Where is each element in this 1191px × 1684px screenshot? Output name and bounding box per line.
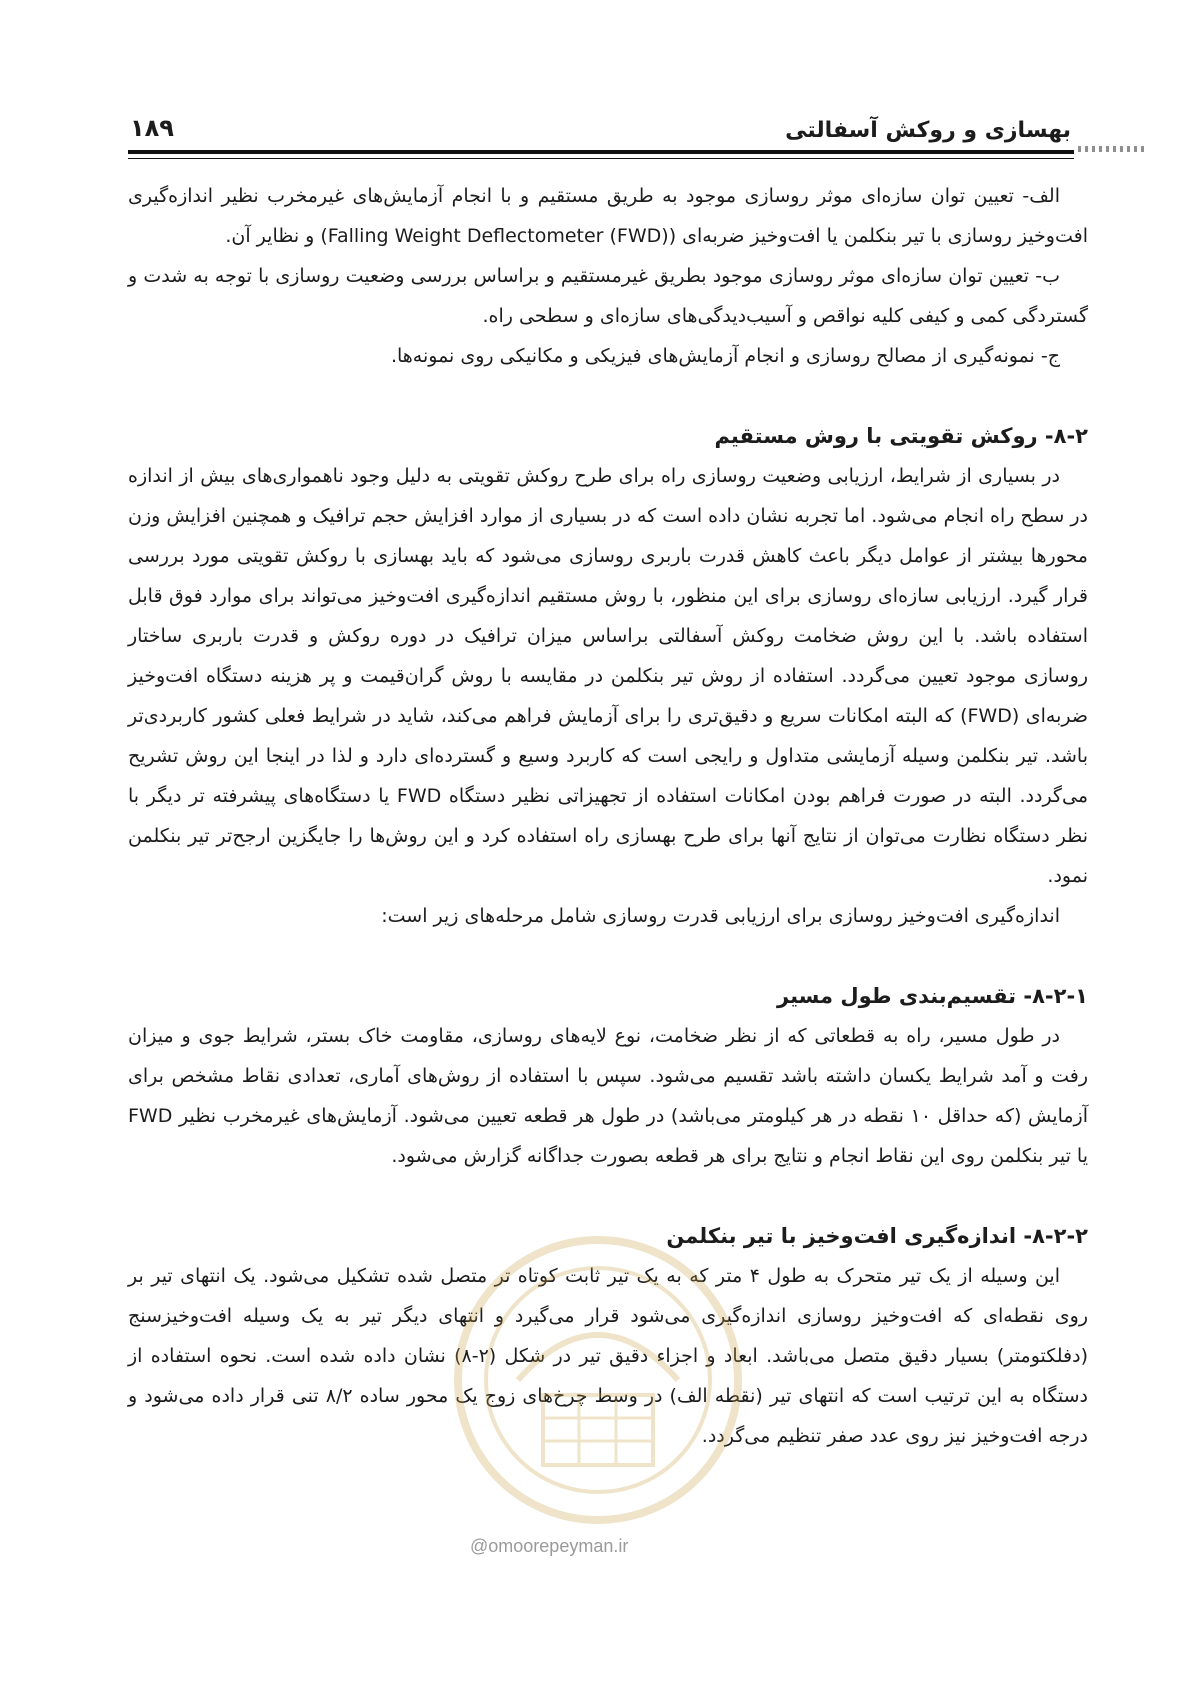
list-item-a-tail: ) و نظایر آن. [225, 225, 328, 247]
list-item-b: ب- تعیین توان سازه‌ای موثر روسازی موجود بطریق غیرمستقیم و براساس بررسی وضعیت روسازی با توجه به شدت و گستردگی کمی و کیفی کلیه نواقص و آسیب‌دیدگی‌های سازه‌ای و سطحی راه. [128, 265, 1088, 327]
running-header-title: بهسازی و روکش آسفالتی [785, 118, 1071, 143]
list-item-a-text: الف- تعیین توان سازه‌ای موثر روسازی موجود به طریق مستقیم و با انجام آزمایش‌های غیرمخرب نظیر اندازه‌گیری افت‌وخیز روسازی با تیر بنکلمن یا افت‌وخیز ضربه‌ای ( [128, 185, 1088, 247]
spacer [128, 936, 1088, 976]
fwd-term: Falling Weight Deflectometer (FWD) [327, 225, 669, 247]
section-heading-direct-overlay: ۸-۲- روکش تقویتی با روش مستقیم [714, 424, 1088, 448]
header-ornament [1078, 146, 1148, 152]
section1-paragraph-2: اندازه‌گیری افت‌وخیز روسازی برای ارزیابی قدرت روسازی شامل مرحله‌های زیر است: [381, 905, 1060, 927]
header-rule-thin [128, 158, 1074, 159]
body-text [128, 176, 1088, 1456]
section1-paragraph-1: در بسیاری از شرایط، ارزیابی وضعیت روسازی راه برای طرح روکش تقویتی به دلیل وجود ناهمواری‌های بیش از اندازه در سطح راه انجام می‌شود. اما تجربه نشان داده است که در بسیاری از موارد افزایش حجم ترافیک و همچنین افزایش وزن محورها بیشتر از عوامل دیگر باعث کاهش قدرت باربری روسازی می‌شود که باید بهسازی با روکش تقویتی مورد بررسی قرار گیرد. ارزیابی سازه‌ای روسازی برای این منظور، با روش مستقیم اندازه‌گیری افت‌وخیز می‌تواند برای موارد فوق قابل استفاده باشد. با این روش ضخامت روکش آسفالتی براساس میزان ترافیک در دوره روکش و قدرت باربری ساختار روسازی موجود تعیین می‌گردد. استفاده از روش تیر بنکلمن در مقایسه با روش گران‌قیمت و پر هزینه دستگاه افت‌وخیز ضربه‌ای (FWD) که البته امکانات سریع و دقیق‌تری را برای آزمایش فراهم می‌کند، شاید در شرایط فعلی کشور کاربردی‌تر باشد. تیر بنکلمن وسیله آزمایشی متداول و رایجی است که کاربرد وسیع و گسترده‌ای دارد و لذا در اینجا این روش تشریح می‌گردد. البته در صورت فراهم بودن امکانات استفاده از تجهیزاتی نظیر دستگاه FWD یا دستگاه‌های پیشرفته تر دیگر با نظر دستگاه نظارت می‌توان از نتایج آنها برای طرح بهسازی راه استفاده کرد و این روش‌ها را جایگزین ارجح‌تر تیر بنکلمن نمود. [128, 465, 1088, 887]
spacer [128, 1176, 1088, 1216]
list-item-a [128, 176, 1088, 256]
section2-paragraph-1: در طول مسیر، راه به قطعاتی که از نظر ضخامت، نوع لایه‌های روسازی، مقاومت خاک بستر، شرایط جوی و میزان رفت و آمد شرایط یکسان داشته باشد تقسیم می‌شود. سپس با استفاده از روش‌های آماری، تعدادی نقاط مشخص برای آزمایش (که حداقل ۱۰ نقطه در هر کیلومتر می‌باشد) در طول هر قطعه تعیین می‌شود. آزمایش‌های غیرمخرب نظیر FWD یا تیر بنکلمن روی این نقاط انجام و نتایج برای هر قطعه بصورت جداگانه گزارش می‌شود. [128, 1025, 1088, 1167]
watermark-url: @omoorepeyman.ir [470, 1536, 629, 1556]
section-heading-route-division: ۸-۲-۱- تقسیم‌بندی طول مسیر [777, 984, 1088, 1008]
list-item-c: ج- نمونه‌گیری از مصالح روسازی و انجام آزمایش‌های فیزیکی و مکانیکی روی نمونه‌ها. [390, 345, 1060, 367]
section-heading-benkelman-beam: ۸-۲-۲- اندازه‌گیری افت‌وخیز با تیر بنکلمن [666, 1224, 1088, 1248]
page-number: ۱۸۹ [130, 114, 174, 142]
section3-paragraph-1: این وسیله از یک تیر متحرک به طول ۴ متر که به یک تیر ثابت کوتاه تر متصل شده تشکیل می‌شود. یک انتهای تیر بر روی نقطه‌ای که افت‌وخیز روسازی اندازه‌گیری می‌شود قرار می‌گیرد و انتهای دیگر تیر به یک وسیله افت‌وخیزسنج (دفلکتومتر) بسیار دقیق متصل می‌باشد. ابعاد و اجزاء دقیق تیر در شکل (۲-۸) نشان داده شده است. نحوه استفاده از دستگاه به این ترتیب است که انتهای تیر (نقطه الف) در وسط چرخ‌های زوج یک محور ساده ۸/۲ تنی قرار داده می‌شود و درجه افت‌وخیز نیز روی عدد صفر تنظیم می‌گردد. [128, 1265, 1088, 1447]
header-rule [128, 150, 1074, 154]
spacer [128, 376, 1088, 416]
